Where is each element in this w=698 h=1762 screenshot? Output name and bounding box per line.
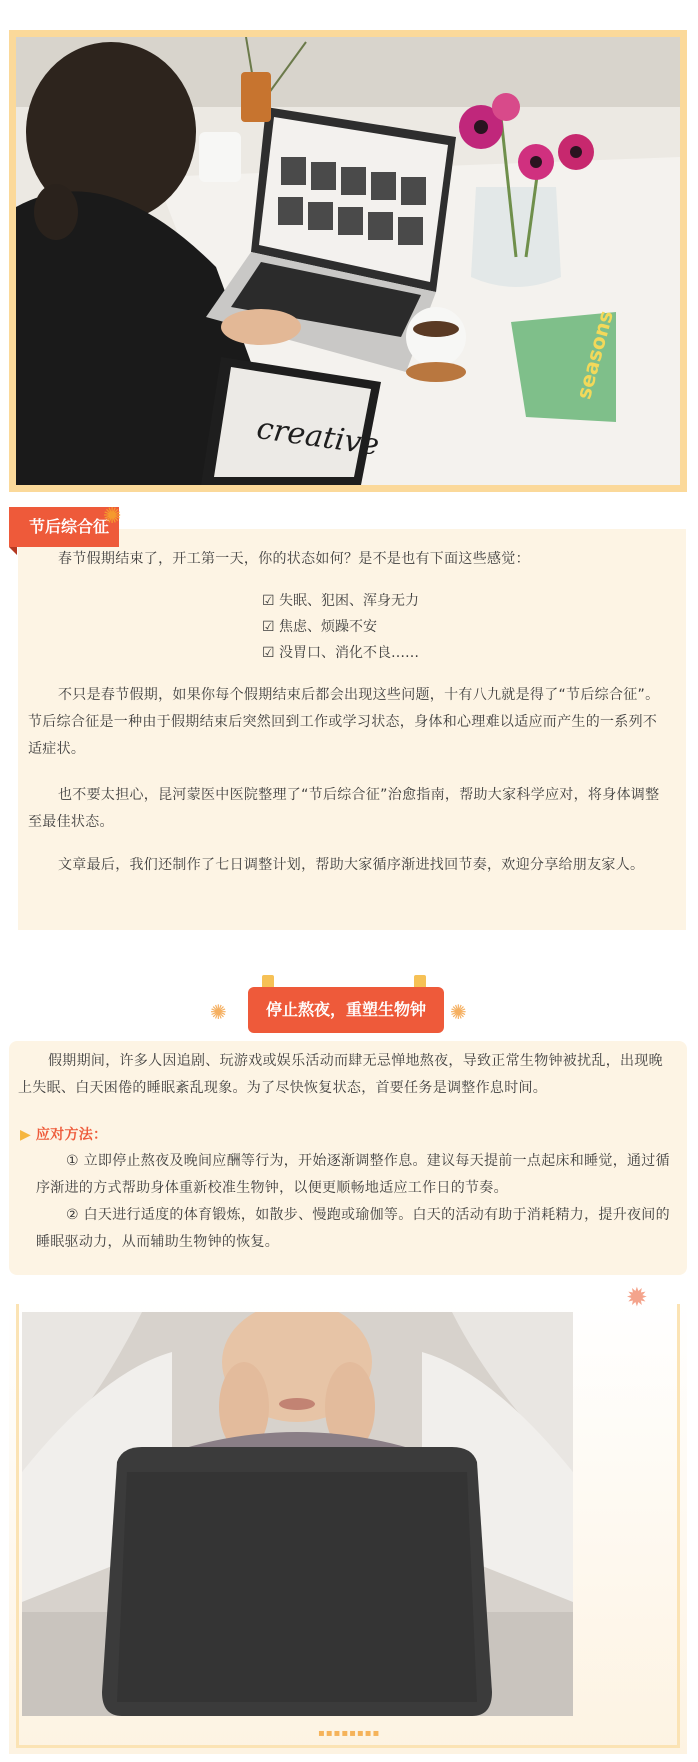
symptom-checklist (262, 588, 419, 666)
paragraph-plan: 文章最后，我们还制作了七日调整计划，帮助大家循序渐进找回节奏，欢迎分享给朋友家人。 (58, 857, 645, 873)
firework-icon: ✺ (450, 1000, 467, 1024)
hero-image-frame (9, 30, 687, 492)
firework-icon: ✹ (626, 1283, 648, 1313)
checklist-item: ☑ 焦虑、烦躁不安 (262, 619, 378, 635)
tag-fold-decoration (9, 547, 17, 555)
firework-icon: ✺ (210, 1000, 227, 1024)
section-title: 停止熬夜，重塑生物钟 (248, 987, 444, 1033)
tablet-lettering: creative (254, 411, 382, 463)
paragraph-guide: 也不要太担心，昆河蒙医中医院整理了“节后综合征”治愈指南，帮助大家科学应对，将身体调整至最佳状态。 (28, 787, 660, 830)
photo-illustration (22, 1312, 573, 1716)
method-item-2: ② 白天进行适度的体育锻炼，如散步、慢跑或瑜伽等。白天的活动有助于消耗精力，提升夜间的睡眠驱动力，从而辅助生物钟的恢复。 (36, 1207, 670, 1250)
magazine-lettering: seasons (571, 307, 618, 402)
hero-photo-workspace (16, 37, 680, 485)
triangle-icon: ▶ (20, 1127, 32, 1143)
checklist-item: ☑ 失眠、犯困、浑身无力 (262, 593, 420, 609)
method-heading (20, 1122, 320, 1149)
section-tag: 节后综合征 (9, 507, 119, 547)
firework-icon: ✺ (103, 504, 122, 529)
hero-photo-illustration (16, 37, 680, 485)
intro-paragraph: 春节假期结束了，开工第一天，你的状态如何？是不是也有下面这些感觉： (58, 551, 530, 567)
paragraph-late-night: 假期期间，许多人因追剧、玩游戏或娱乐活动而肆无忌惮地熬夜，导致正常生物钟被扰乱，出现晚上失眠、白天困倦的睡眠紊乱现象。为了尽快恢复状态，首要任务是调整作息时间。 (18, 1053, 663, 1096)
method-item-1: ① 立即停止熬夜及晚间应酬等行为，开始逐渐调整作息。建议每天提前一点起床和睡觉，通过循序渐进的方式帮助身体重新校准生物钟，以便更顺畅地适应工作日的节奏。 (36, 1153, 670, 1196)
paragraph-definition: 不只是春节假期，如果你每个假期结束后都会出现这些问题，十有八九就是得了“节后综合征”。节后综合征是一种由于假期结束后突然回到工作或学习状态，身体和心理难以适应而产生的一系列不适症状。 (28, 687, 660, 757)
dots-decoration: ▪▪▪▪▪▪▪▪ (318, 1728, 381, 1739)
checklist-item: ☑ 没胃口、消化不良…… (262, 645, 420, 661)
photo-person-laptop (22, 1312, 573, 1716)
method-label: 应对方法： (35, 1127, 108, 1143)
